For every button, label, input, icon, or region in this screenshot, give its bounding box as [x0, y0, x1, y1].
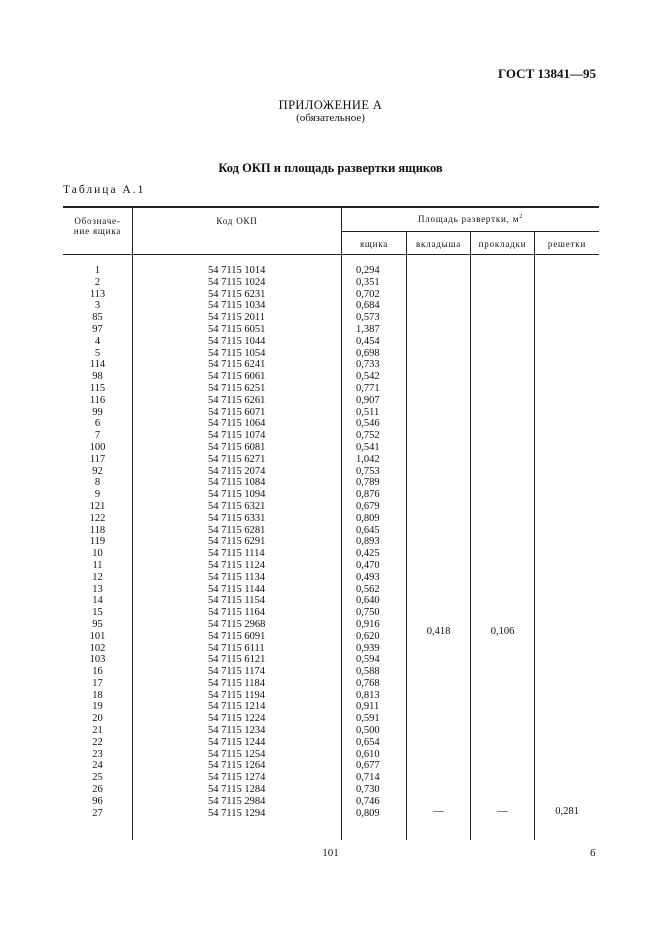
row-box-area: 0,591	[356, 713, 380, 725]
header-okp-code: Код ОКП	[216, 216, 258, 226]
row-designation: 14	[92, 595, 103, 607]
row-designation: 99	[92, 406, 103, 418]
row-box-area: 0,562	[356, 583, 380, 595]
row-okp-code: 54 7115 2074	[208, 465, 266, 477]
row-designation: 10	[92, 548, 103, 560]
row-box-area: 0,425	[356, 548, 380, 560]
appendix-title: ПРИЛОЖЕНИЕ А	[278, 98, 383, 112]
table-title: Код ОКП и площадь развертки ящиков	[218, 161, 443, 175]
row-box-area: 0,351	[356, 276, 380, 288]
table-row	[63, 348, 599, 360]
row-okp-code: 54 7115 1064	[208, 418, 266, 430]
table-row	[63, 466, 599, 478]
row-okp-code: 54 7115 1044	[208, 335, 266, 347]
table-row	[63, 690, 599, 702]
row-okp-code: 54 7115 6231	[208, 288, 266, 300]
row-box-area: 0,500	[356, 725, 380, 737]
row-box-area: 0,470	[356, 559, 380, 571]
header-grid: решетки	[547, 239, 587, 249]
table-row	[63, 595, 599, 607]
row-designation: 16	[92, 666, 103, 678]
row-okp-code: 54 7115 1194	[208, 689, 265, 701]
sheet-number: 6	[590, 847, 596, 859]
row-designation: 113	[89, 288, 106, 300]
row-okp-code: 54 7115 1054	[208, 347, 266, 359]
row-box-area: 0,610	[356, 748, 380, 760]
row-box-area: 0,645	[356, 524, 380, 536]
row-okp-code: 54 7115 1154	[208, 595, 265, 607]
row-designation: 115	[89, 382, 106, 394]
header-area-group	[342, 212, 599, 224]
row-box-area: 0,753	[356, 465, 380, 477]
row-box-area: 0,594	[356, 654, 380, 666]
table-row	[63, 643, 599, 655]
row-okp-code: 54 7115 1174	[208, 666, 265, 678]
row-designation: 95	[92, 618, 103, 630]
row-okp-code: 54 7115 1024	[208, 276, 266, 288]
table-row	[63, 442, 599, 454]
row-box-area: 0,750	[356, 607, 380, 619]
row-designation: 103	[89, 654, 106, 666]
row-designation: 26	[92, 784, 103, 796]
row-box-area: 0,679	[356, 500, 380, 512]
row-okp-code: 54 7115 1074	[208, 430, 266, 442]
row-okp-code: 54 7115 6071	[208, 406, 266, 418]
standard-code: ГОСТ 13841—95	[497, 66, 596, 81]
row-box-area: 0,809	[356, 807, 380, 819]
row-okp-code: 54 7115 6281	[208, 524, 266, 536]
row-designation: 96	[92, 795, 103, 807]
row-designation: 116	[89, 394, 106, 406]
row-okp-code: 54 7115 1274	[208, 772, 266, 784]
header-spacer: прокладки	[478, 239, 527, 249]
table-row	[63, 525, 599, 537]
row-okp-code: 54 7115 6321	[208, 500, 266, 512]
row-box-area: 0,907	[356, 394, 380, 406]
row-okp-code: 54 7115 1094	[208, 489, 266, 501]
row-designation: 23	[92, 748, 103, 760]
row-okp-code: 54 7115 1014	[208, 265, 266, 276]
table-row	[63, 418, 599, 430]
table-row	[63, 454, 599, 466]
table-row	[63, 312, 599, 324]
row-box-area: 0,677	[356, 760, 380, 772]
row-box-area: 0,573	[356, 312, 380, 324]
table-row	[63, 501, 599, 513]
row-okp-code: 54 7115 6251	[208, 382, 266, 394]
row-designation: 92	[92, 465, 103, 477]
table-row	[63, 654, 599, 666]
row-okp-code: 54 7115 1254	[208, 748, 266, 760]
table-row	[63, 324, 599, 336]
spacer-area-last: —	[497, 806, 508, 817]
row-designation: 21	[92, 725, 103, 737]
row-box-area: 0,511	[356, 406, 380, 418]
row-designation: 12	[92, 571, 103, 583]
table-top-border	[63, 206, 599, 208]
row-okp-code: 54 7115 1234	[208, 725, 266, 737]
table-row	[63, 584, 599, 596]
table-row	[63, 678, 599, 690]
table-row	[63, 489, 599, 501]
row-designation: 2	[94, 276, 101, 288]
row-designation: 85	[92, 312, 103, 324]
row-designation: 27	[92, 807, 103, 819]
row-designation: 24	[92, 760, 103, 772]
row-okp-code: 54 7115 6111	[208, 642, 265, 654]
row-box-area: 0,493	[356, 571, 380, 583]
row-box-area: 0,768	[356, 677, 380, 689]
row-box-area: 0,542	[356, 371, 380, 383]
row-box-area: 0,733	[356, 359, 380, 371]
insert-area-main: 0,418	[426, 626, 451, 637]
table-row	[63, 607, 599, 619]
table-row	[63, 772, 599, 784]
row-box-area: 0,752	[356, 430, 380, 442]
row-designation: 25	[92, 772, 103, 784]
row-designation: 7	[94, 430, 101, 442]
row-box-area: 0,939	[356, 642, 380, 654]
table-row	[63, 548, 599, 560]
row-designation: 17	[92, 677, 103, 689]
row-okp-code: 54 7115 6051	[208, 323, 266, 335]
header-designation-line-2: ние ящика	[73, 226, 122, 236]
row-designation: 102	[89, 642, 106, 654]
header-area-unit: 2	[519, 214, 524, 220]
row-box-area: 0,541	[356, 441, 380, 453]
row-box-area: 0,730	[356, 784, 380, 796]
row-okp-code: 54 7115 1114	[208, 548, 265, 560]
row-okp-code: 54 7115 1144	[208, 583, 265, 595]
row-okp-code: 54 7115 6061	[208, 371, 266, 383]
row-designation: 9	[94, 489, 101, 501]
row-box-area: 0,702	[356, 288, 380, 300]
row-box-area: 0,746	[356, 795, 380, 807]
row-box-area: 0,911	[356, 701, 380, 713]
row-okp-code: 54 7115 6081	[208, 441, 266, 453]
row-okp-code: 54 7115 6091	[208, 630, 266, 642]
row-okp-code: 54 7115 1284	[208, 784, 266, 796]
row-box-area: 0,916	[356, 618, 380, 630]
row-designation: 22	[92, 736, 103, 748]
table-row	[63, 536, 599, 548]
row-box-area: 0,546	[356, 418, 380, 430]
table-row	[63, 359, 599, 371]
table-row	[63, 289, 599, 301]
table-row	[63, 749, 599, 761]
header-box: ящика	[359, 239, 389, 249]
row-okp-code: 54 7115 1244	[208, 736, 266, 748]
row-okp-code: 54 7115 1264	[208, 760, 266, 772]
table-row	[63, 407, 599, 419]
row-designation: 114	[89, 359, 106, 371]
table-row	[63, 666, 599, 678]
table-row	[63, 383, 599, 395]
header-area-label: Площадь развертки, м	[417, 214, 520, 224]
table-row	[63, 265, 599, 277]
row-designation: 13	[92, 583, 103, 595]
row-designation: 1	[94, 265, 101, 276]
table-row	[63, 513, 599, 525]
table-label: Таблица А.1	[63, 184, 146, 196]
row-okp-code: 54 7115 1084	[208, 477, 266, 489]
header-insert: вкладыша	[415, 239, 462, 249]
header-bottom-border	[63, 254, 599, 255]
row-box-area: 0,714	[356, 772, 380, 784]
table-row	[63, 395, 599, 407]
row-okp-code: 54 7115 6121	[208, 654, 266, 666]
table-body	[63, 265, 599, 819]
row-box-area: 0,893	[356, 536, 380, 548]
row-box-area: 0,294	[356, 265, 380, 276]
row-okp-code: 54 7115 1184	[208, 677, 265, 689]
row-okp-code: 54 7115 1224	[208, 713, 266, 725]
row-box-area: 0,771	[356, 382, 380, 394]
table-row	[63, 760, 599, 772]
table-row	[63, 277, 599, 289]
row-okp-code: 54 7115 1214	[208, 701, 266, 713]
row-designation: 119	[89, 536, 106, 548]
row-designation: 121	[89, 500, 106, 512]
row-box-area: 0,698	[356, 347, 380, 359]
row-designation: 15	[92, 607, 103, 619]
row-okp-code: 54 7115 1294	[208, 807, 266, 819]
row-okp-code: 54 7115 1164	[208, 607, 265, 619]
row-designation: 11	[92, 559, 103, 571]
table-row	[63, 477, 599, 489]
row-box-area: 0,809	[356, 512, 380, 524]
row-designation: 98	[92, 371, 103, 383]
row-box-area: 0,684	[356, 300, 380, 312]
spacer-area-main: 0,106	[490, 626, 515, 637]
row-box-area: 0,620	[356, 630, 380, 642]
row-designation: 100	[89, 441, 106, 453]
row-okp-code: 54 7115 2011	[208, 312, 265, 324]
insert-area-last: —	[433, 806, 444, 817]
row-box-area: 0,876	[356, 489, 380, 501]
row-okp-code: 54 7115 1134	[208, 571, 265, 583]
row-okp-code: 54 7115 6331	[208, 512, 266, 524]
row-okp-code: 54 7115 1034	[208, 300, 266, 312]
row-box-area: 1,042	[356, 453, 380, 465]
page-number: 101	[322, 847, 339, 859]
row-designation: 18	[92, 689, 103, 701]
row-designation: 117	[89, 453, 106, 465]
row-okp-code: 54 7115 2968	[208, 618, 266, 630]
grid-area-last: 0,281	[555, 806, 579, 817]
row-okp-code: 54 7115 6261	[208, 394, 266, 406]
row-box-area: 0,813	[356, 689, 380, 701]
row-okp-code: 54 7115 6291	[208, 536, 266, 548]
row-box-area: 0,454	[356, 335, 380, 347]
table-row	[63, 701, 599, 713]
table-row	[63, 371, 599, 383]
row-designation: 3	[94, 300, 101, 312]
row-okp-code: 54 7115 1124	[208, 559, 265, 571]
row-designation: 118	[89, 524, 106, 536]
table-row	[63, 430, 599, 442]
appendix-status: (обязательное)	[296, 112, 365, 124]
table-row	[63, 725, 599, 737]
table-row	[63, 300, 599, 312]
row-designation: 5	[94, 347, 101, 359]
row-box-area: 0,588	[356, 666, 380, 678]
row-designation: 4	[94, 335, 101, 347]
row-designation: 20	[92, 713, 103, 725]
row-designation: 122	[89, 512, 106, 524]
row-designation: 6	[94, 418, 101, 430]
table-row	[63, 572, 599, 584]
row-box-area: 0,640	[356, 595, 380, 607]
row-box-area: 1,387	[356, 323, 380, 335]
row-okp-code: 54 7115 6241	[208, 359, 266, 371]
table-row	[63, 560, 599, 572]
table-row	[63, 336, 599, 348]
row-okp-code: 54 7115 6271	[208, 453, 266, 465]
row-designation: 8	[94, 477, 101, 489]
header-designation-line-1: Обозначе-	[74, 216, 121, 226]
table-row	[63, 784, 599, 796]
row-designation: 19	[92, 701, 103, 713]
row-designation: 101	[89, 630, 106, 642]
row-designation: 97	[92, 323, 103, 335]
table-row	[63, 737, 599, 749]
table-row	[63, 713, 599, 725]
row-box-area: 0,654	[356, 736, 380, 748]
header-designation	[63, 216, 132, 236]
row-okp-code: 54 7115 2984	[208, 795, 266, 807]
row-box-area: 0,789	[356, 477, 380, 489]
